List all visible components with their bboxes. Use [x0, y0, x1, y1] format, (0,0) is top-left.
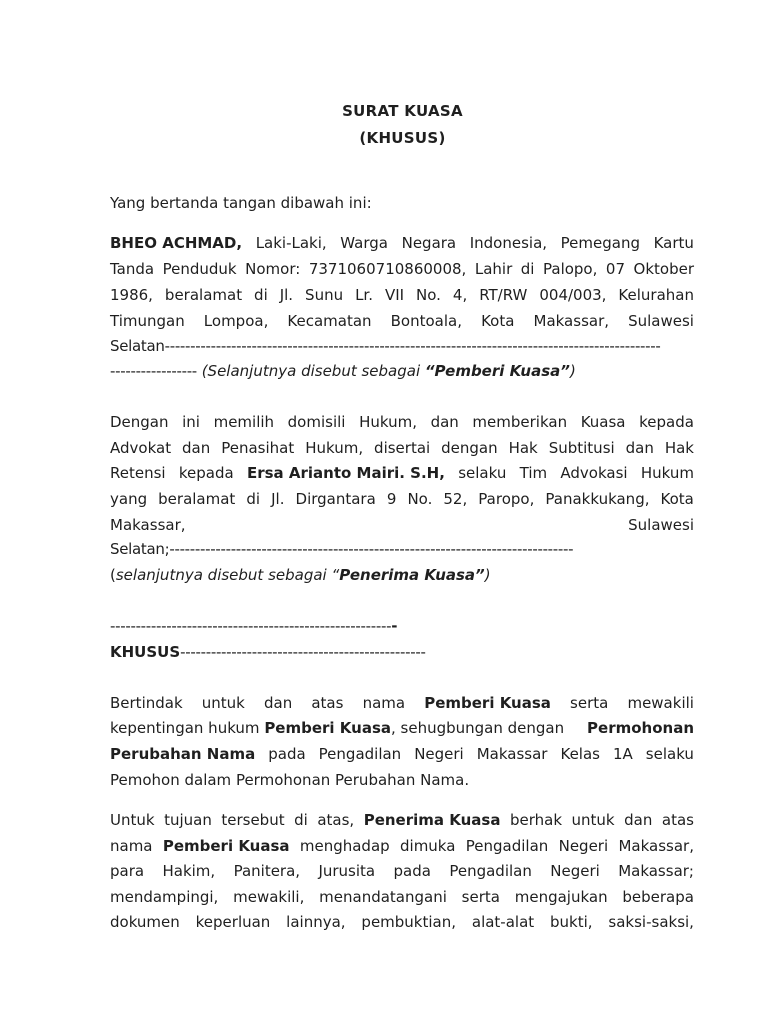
para2-line-2: nama Pemberi Kuasa menghadap dimuka Pengadilan Negeri Makassar, — [110, 837, 694, 855]
para1-line-3: Perubahan Nama pada Pengadilan Negeri Makassar Kelas 1A selaku — [110, 745, 694, 763]
penerima-kuasa-term: Penerima Kuasa” — [339, 566, 485, 584]
para2-line-1: Untuk tujuan tersebut di atas, Penerima Kuasa berhak untuk dan atas — [110, 811, 694, 829]
para2-line-3: para Hakim, Panitera, Jurusita pada Pengadilan Negeri Makassar; — [110, 862, 694, 880]
para2-line-5: dokumen keperluan lainnya, pembuktian, alat-alat bukti, saksi-saksi, — [110, 913, 694, 931]
pemberi-kuasa-term: “Pemberi Kuasa” — [424, 362, 570, 380]
para1-line-1: Bertindak untuk dan atas nama Pemberi Kuasa serta mewakili — [110, 694, 694, 712]
pemberi-line-6: ----------------- (Selanjutnya disebut sebagai “Pemberi Kuasa”) — [110, 362, 576, 380]
khusus-heading: KHUSUS------------------------------------------------ — [110, 643, 426, 661]
pemberi-line-2: Tanda Penduduk Nomor: 7371060710860008, Lahir di Palopo, 07 Oktober — [110, 260, 694, 278]
doc-title: SURAT KUASA — [342, 102, 463, 120]
penerima-line-3: Retensi kepada Ersa Arianto Mairi. S.H, selaku Tim Advokasi Hukum — [110, 464, 694, 482]
intro-line: Yang bertanda tangan dibawah ini: — [110, 194, 372, 212]
penerima-line-1: Dengan ini memilih domisili Hukum, dan memberikan Kuasa kepada — [110, 413, 694, 431]
doc-subtitle: (KHUSUS) — [359, 129, 446, 147]
pemberi-line-1: BHEO ACHMAD, Laki-Laki, Warga Negara Indonesia, Pemegang Kartu — [110, 234, 694, 252]
penerima-name: Ersa Arianto Mairi. S.H, — [246, 464, 445, 482]
penerima-line-2: Advokat dan Penasihat Hukum, disertai dengan Hak Subtitusi dan Hak — [110, 439, 694, 457]
pemberi-line-5: Selatan------------------------------------------------------------------------------------------------- — [110, 337, 661, 355]
para1-line-4: Pemohon dalam Permohonan Perubahan Nama. — [110, 771, 470, 789]
para1-line-2: kepentingan hukum Pemberi Kuasa, sehugbungan dengan Permohonan — [110, 719, 694, 737]
para2-line-4: mendampingi, mewakili, menandatangani serta mengajukan beberapa — [110, 888, 694, 906]
penerima-line-5: Makassar, Sulawesi — [110, 516, 694, 534]
penerima-line-6: Selatan;------------------------------------------------------------------------------- — [110, 540, 574, 558]
pemberi-line-3: 1986, beralamat di Jl. Sunu Lr. VII No. 4, RT/RW 004/003, Kelurahan — [110, 286, 694, 304]
penerima-line-7: (selanjutnya disebut sebagai “Penerima Kuasa”) — [110, 566, 491, 584]
penerima-line-4: yang beralamat di Jl. Dirgantara 9 No. 52, Paropo, Panakkukang, Kota — [110, 490, 694, 508]
pemberi-line-4: Timungan Lompoa, Kecamatan Bontoala, Kota Makassar, Sulawesi — [110, 312, 694, 330]
pemberi-name: BHEO ACHMAD, — [110, 234, 243, 252]
khusus-dash-line: -------------------------------------------------------- — [110, 617, 398, 635]
